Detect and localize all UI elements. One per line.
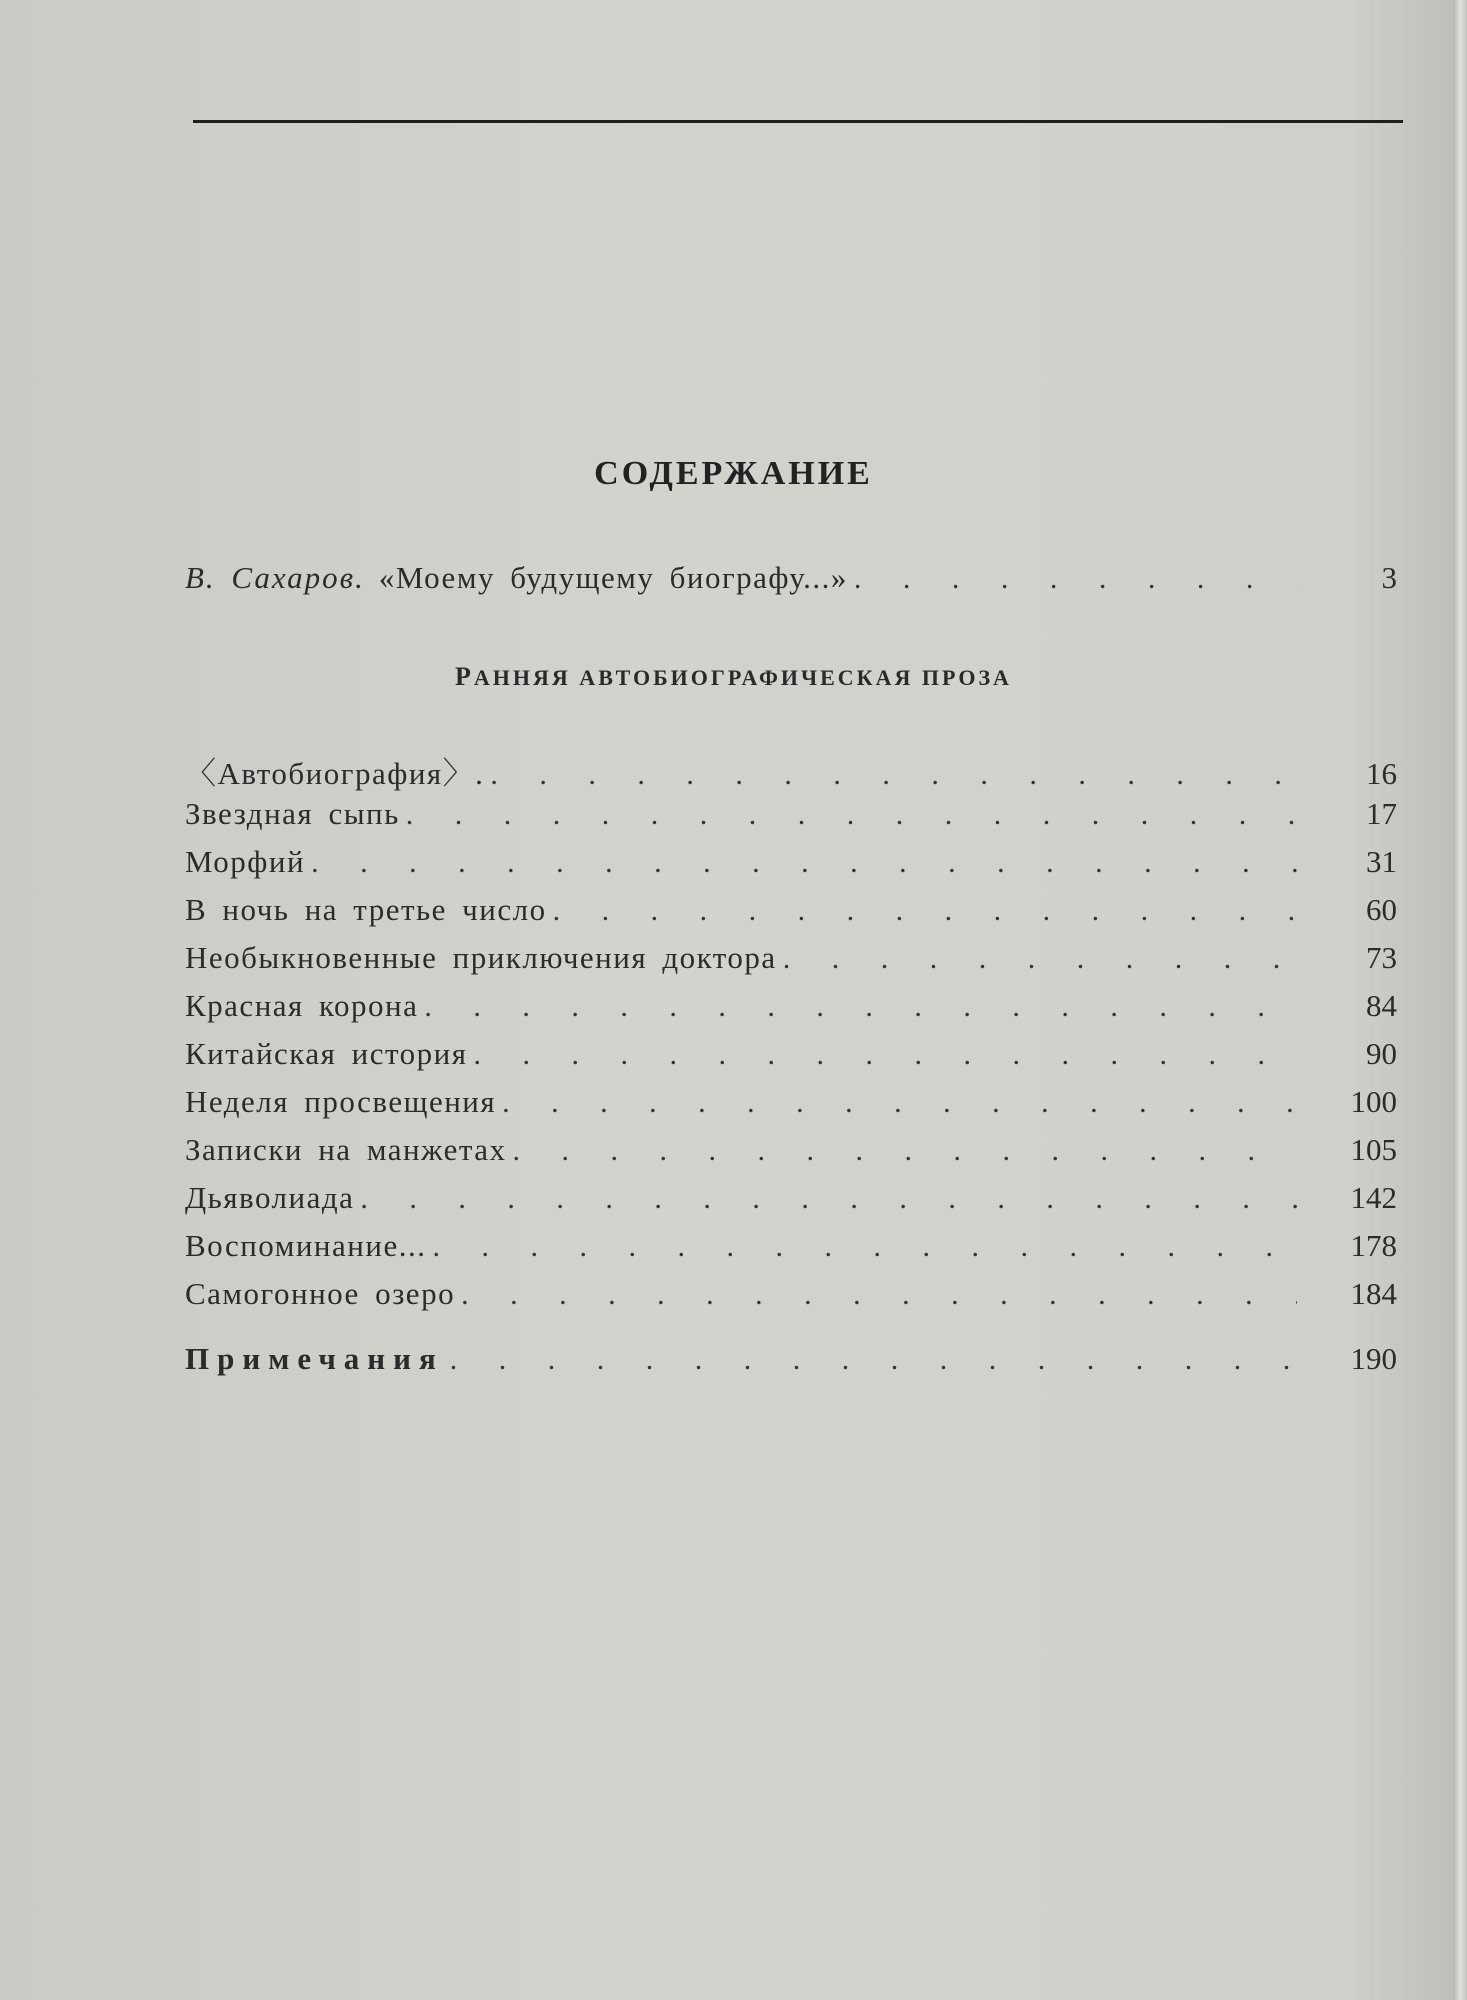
page-number: 190 (1350, 1341, 1397, 1376)
toc-intro-entry (185, 560, 1397, 606)
entry-title: Примечания (185, 1341, 444, 1376)
page-number: 142 (1350, 1180, 1397, 1215)
toc-entry (185, 1228, 1397, 1274)
page-number: 184 (1350, 1276, 1397, 1311)
dot-leader (513, 1134, 1297, 1168)
page-number: 90 (1366, 1036, 1397, 1071)
dot-leader (854, 562, 1297, 596)
dot-leader (406, 798, 1297, 832)
entry-title: Красная корона (185, 988, 419, 1023)
toc-entry (185, 988, 1397, 1034)
toc-entry (185, 1276, 1397, 1322)
page-edge (1453, 0, 1467, 2000)
dot-leader (783, 942, 1297, 976)
page-number: 178 (1350, 1228, 1397, 1263)
page-number: 105 (1350, 1132, 1397, 1167)
toc-entry (185, 1132, 1397, 1178)
entry-title: В ночь на третье число (185, 892, 547, 927)
dot-leader (432, 1230, 1297, 1264)
page-number: 100 (1350, 1084, 1397, 1119)
entry-title: Неделя просвещения (185, 1084, 497, 1119)
dot-leader (311, 846, 1297, 880)
intro-title: «Моему будущему биографу...» (378, 560, 848, 595)
toc-entry (185, 1084, 1397, 1130)
dot-leader (424, 990, 1297, 1024)
section-heading (0, 662, 1467, 692)
page-number: 16 (1366, 756, 1397, 791)
dot-leader (461, 1278, 1297, 1312)
entry-title: 〈Автобиография〉. (185, 756, 485, 791)
page-number: 17 (1366, 796, 1397, 831)
page-number: 73 (1366, 940, 1397, 975)
entry-title: Морфий (185, 844, 306, 879)
page-number: 31 (1366, 844, 1397, 879)
top-rule (193, 120, 1403, 123)
toc-entry (185, 892, 1397, 938)
toc-entry (185, 844, 1397, 890)
toc-entry (185, 748, 1397, 794)
toc-entry (185, 1180, 1397, 1226)
dot-leader (360, 1182, 1297, 1216)
page-title: СОДЕРЖАНИЕ (594, 455, 873, 492)
page-number: 60 (1366, 892, 1397, 927)
toc-notes-entry (185, 1341, 1397, 1387)
entry-title: Записки на манжетах (185, 1132, 507, 1167)
dot-leader (553, 894, 1297, 928)
toc-entry (185, 796, 1397, 842)
entry-title: Необыкновенные приключения доктора (185, 940, 777, 975)
dot-leader (502, 1086, 1297, 1120)
entry-title: Самогонное озеро (185, 1276, 456, 1311)
page-number: 3 (1381, 560, 1397, 595)
section-heading-text: АННЯЯ АВТОБИОГРАФИЧЕСКАЯ ПРОЗА (473, 665, 1012, 690)
entry-title: Воспоминание... (185, 1228, 427, 1263)
section-heading-initial: Р (455, 662, 474, 691)
intro-author: В. Сахаров. (185, 560, 365, 595)
dot-leader (474, 1038, 1298, 1072)
dot-leader (490, 758, 1297, 792)
dot-leader (450, 1343, 1297, 1377)
toc-entry (185, 1036, 1397, 1082)
toc-entry (185, 940, 1397, 986)
entry-title: Дьяволиада (185, 1180, 355, 1215)
entry-title: Звездная сыпь (185, 796, 400, 831)
page-number: 84 (1366, 988, 1397, 1023)
entry-title: Китайская история (185, 1036, 468, 1071)
